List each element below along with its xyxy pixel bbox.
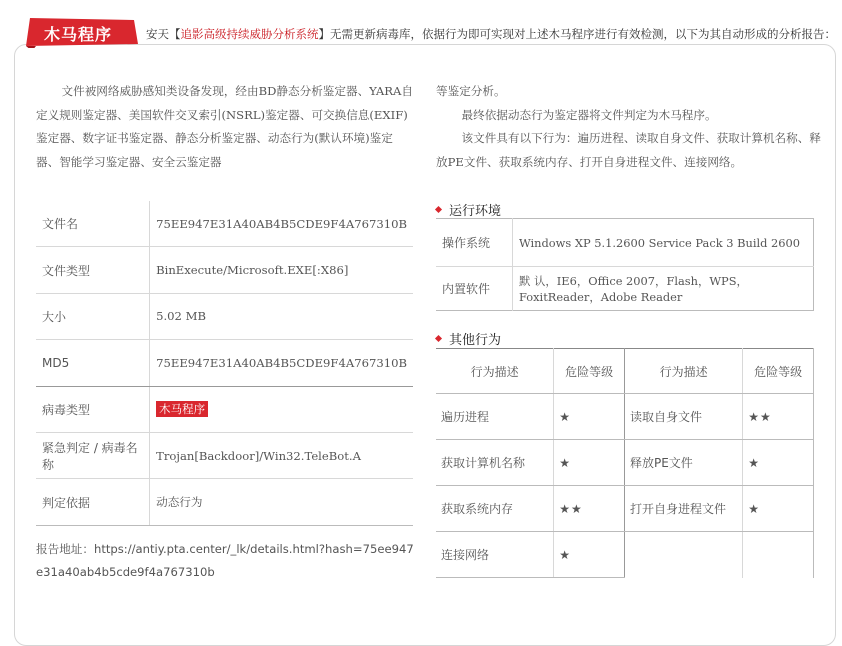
table-row xyxy=(36,479,413,525)
file-info-table xyxy=(36,201,413,526)
diamond-icon xyxy=(435,206,442,213)
software-label: 内置软件 xyxy=(436,267,513,311)
behavior-cell: 获取计算机名称 xyxy=(436,440,554,486)
virus-name-label: 紧急判定 / 病毒名称 xyxy=(36,432,150,478)
column-header: 行为描述 xyxy=(436,349,554,394)
file-type-label: 文件类型 xyxy=(36,247,150,293)
table-row xyxy=(436,532,814,578)
risk-stars: ★ xyxy=(554,532,625,578)
intro-prefix: 安天【 xyxy=(146,27,181,41)
description-right xyxy=(436,80,822,174)
virus-type-cell xyxy=(150,386,413,432)
behavior-cell: 读取自身文件 xyxy=(624,394,742,440)
column-header: 行为描述 xyxy=(624,349,742,394)
intro-engine-name: 追影高级持续威胁分析系统 xyxy=(180,27,319,41)
risk-stars: ★ xyxy=(554,394,625,440)
behavior-cell: 连接网络 xyxy=(436,532,554,578)
table-row xyxy=(36,293,413,339)
behavior-cell: 打开自身进程文件 xyxy=(624,486,742,532)
behavior-cell-empty xyxy=(624,532,742,578)
behavior-section-title xyxy=(436,329,501,348)
os-value: Windows XP 5.1.2600 Service Pack 3 Build 2600 xyxy=(513,219,814,267)
table-row xyxy=(436,440,814,486)
basis-value: 动态行为 xyxy=(150,479,413,525)
os-label: 操作系统 xyxy=(436,219,513,267)
description-continuation: 等鉴定分析。 xyxy=(436,84,506,98)
md5-value: 75EE947E31A40AB4B5CDE9F4A767310B xyxy=(150,340,413,386)
env-title-text: 运行环境 xyxy=(449,204,502,219)
table-row xyxy=(436,394,814,440)
column-header: 危险等级 xyxy=(743,349,814,394)
category-tag xyxy=(26,16,138,48)
behavior-cell: 遍历进程 xyxy=(436,394,554,440)
behavior-title-text: 其他行为 xyxy=(449,333,502,348)
environment-table xyxy=(436,218,814,311)
intro-suffix: 】无需更新病毒库，依据行为即可实现对上述木马程序进行有效检测，以下为其自动形成的分析报告： xyxy=(318,27,836,41)
table-row xyxy=(436,486,814,532)
diamond-icon xyxy=(435,335,442,342)
table-row xyxy=(436,219,814,267)
md5-label: MD5 xyxy=(36,340,150,386)
table-header-row xyxy=(436,349,814,394)
virus-type-label: 病毒类型 xyxy=(36,386,150,432)
table-row xyxy=(436,267,814,311)
table-row xyxy=(36,340,413,386)
table-row xyxy=(36,386,413,432)
risk-stars: ★ xyxy=(743,440,814,486)
risk-stars: ★★ xyxy=(743,394,814,440)
description-left xyxy=(36,80,416,174)
behavior-table xyxy=(436,348,814,578)
virus-type-badge: 木马程序 xyxy=(156,401,208,417)
risk-stars: ★★ xyxy=(554,486,625,532)
risk-stars: ★ xyxy=(743,486,814,532)
file-type-value: BinExecute/Microsoft.EXE[:X86] xyxy=(150,247,413,293)
report-url[interactable]: 报告地址：https://antiy.pta.center/_lk/details.html?hash=75ee947e31a40ab4b5cde9f4a767310b xyxy=(36,542,414,579)
basis-label: 判定依据 xyxy=(36,479,150,525)
column-header: 危险等级 xyxy=(554,349,625,394)
behavior-cell: 获取系统内存 xyxy=(436,486,554,532)
behavior-cell: 释放PE文件 xyxy=(624,440,742,486)
env-section-title xyxy=(436,200,501,219)
software-value: 默 认，IE6，Office 2007，Flash，WPS，FoxitReader，Adobe Reader xyxy=(519,273,748,304)
risk-stars: ★ xyxy=(554,440,625,486)
tag-label: 木马程序 xyxy=(44,25,113,44)
verdict-paragraph: 最终依据动态行为鉴定器将文件判定为木马程序。 xyxy=(461,107,717,122)
intro-line xyxy=(146,26,836,42)
size-value: 5.02 MB xyxy=(150,293,413,339)
size-label: 大小 xyxy=(36,293,150,339)
behaviors-paragraph: 该文件具有以下行为：遍历进程、读取自身文件、获取计算机名称、释放PE文件、获取系统内存、打开自身进程文件、连接网络。 xyxy=(436,131,821,169)
table-row xyxy=(36,247,413,293)
description-paragraph: 文件被网络威胁感知类设备发现，经由BD静态分析鉴定器、YARA自定义规则鉴定器、美国软件交叉索引(NSRL)鉴定器、可交换信息(EXIF)鉴定器、数字证书鉴定器、静态分析鉴定器、动态行为(默认环境)鉴定器、智能学习鉴定器、安全云鉴定器 xyxy=(36,84,413,169)
virus-name-value: Trojan[Backdoor]/Win32.TeleBot.A xyxy=(150,432,413,478)
file-name-label: 文件名 xyxy=(36,201,150,247)
table-row xyxy=(36,432,413,478)
table-row xyxy=(36,201,413,247)
file-name-value: 75EE947E31A40AB4B5CDE9F4A767310B xyxy=(150,201,413,247)
risk-stars-empty xyxy=(743,532,814,578)
